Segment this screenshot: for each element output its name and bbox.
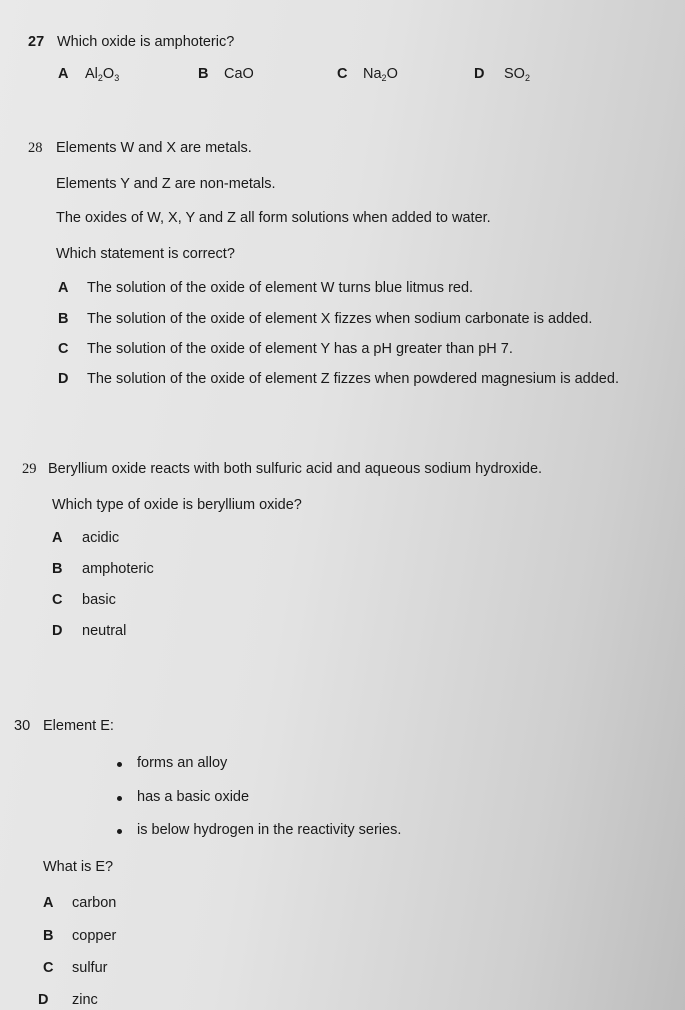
option-text: acidic <box>82 530 120 546</box>
formula-part: Al <box>85 66 98 82</box>
formula-part: Na <box>363 66 382 82</box>
option-text: zinc <box>72 992 98 1008</box>
option-letter: D <box>38 992 49 1008</box>
option-letter: C <box>43 960 54 976</box>
option-letter: D <box>474 66 485 82</box>
option-letter: C <box>52 592 63 608</box>
option-formula <box>224 66 254 82</box>
formula-part: O <box>102 66 115 82</box>
option-letter: B <box>198 66 209 82</box>
bullet-text: has a basic oxide <box>137 789 250 805</box>
option-formula <box>363 66 398 83</box>
option-text: copper <box>72 928 117 944</box>
option-letter: D <box>52 623 63 639</box>
option-formula <box>85 66 119 83</box>
option-text: sulfur <box>72 960 108 976</box>
question-number: 30 <box>14 718 31 734</box>
option-text: The solution of the oxide of element X fizzes when sodium carbonate is added. <box>87 311 593 327</box>
option-letter: C <box>337 66 348 82</box>
option-letter: A <box>43 895 54 911</box>
question-text: Which oxide is amphoteric? <box>57 34 235 50</box>
formula-subscript: 2 <box>97 73 103 83</box>
question-stem-line: Elements Y and Z are non-metals. <box>56 176 276 192</box>
option-text: The solution of the oxide of element Y has a pH greater than pH 7. <box>87 341 513 357</box>
option-letter: B <box>43 928 54 944</box>
option-letter: D <box>58 371 69 387</box>
formula-part: CaO <box>224 66 254 82</box>
question-number: 27 <box>28 34 45 50</box>
option-letter: B <box>52 561 63 577</box>
option-letter: A <box>52 530 63 546</box>
option-text: amphoteric <box>82 561 154 577</box>
formula-subscript: 3 <box>114 73 120 83</box>
option-text: neutral <box>82 623 127 639</box>
question-stem-line: Elements W and X are metals. <box>56 140 252 156</box>
question-stem-line: The oxides of W, X, Y and Z all form solutions when added to water. <box>56 210 491 226</box>
bullet-text: forms an alloy <box>137 755 228 771</box>
option-letter: A <box>58 280 69 296</box>
question-text: What is E? <box>43 859 114 875</box>
option-formula <box>504 66 530 83</box>
option-text: The solution of the oxide of element Z fizzes when powdered magnesium is added. <box>87 371 619 387</box>
question-stem-line: Element E: <box>43 718 114 734</box>
question-stem-line: Beryllium oxide reacts with both sulfuric acid and aqueous sodium hydroxide. <box>48 461 543 477</box>
formula-subscript: 2 <box>381 73 387 83</box>
bullet-icon <box>117 796 122 801</box>
question-text: Which statement is correct? <box>56 246 235 262</box>
bullet-text: is below hydrogen in the reactivity series. <box>137 822 402 838</box>
option-text: basic <box>82 592 116 608</box>
question-text: Which type of oxide is beryllium oxide? <box>52 497 302 513</box>
bullet-icon <box>117 762 122 767</box>
option-text: carbon <box>72 895 117 911</box>
formula-part: O <box>386 66 398 82</box>
formula-part: SO <box>504 66 525 82</box>
option-text: The solution of the oxide of element W turns blue litmus red. <box>87 280 474 296</box>
formula-subscript: 2 <box>524 73 530 83</box>
bullet-icon <box>117 829 122 834</box>
option-letter: C <box>58 341 69 357</box>
question-number: 29 <box>22 461 37 477</box>
option-letter: B <box>58 311 69 327</box>
option-letter: A <box>58 66 69 82</box>
question-number: 28 <box>28 140 43 156</box>
